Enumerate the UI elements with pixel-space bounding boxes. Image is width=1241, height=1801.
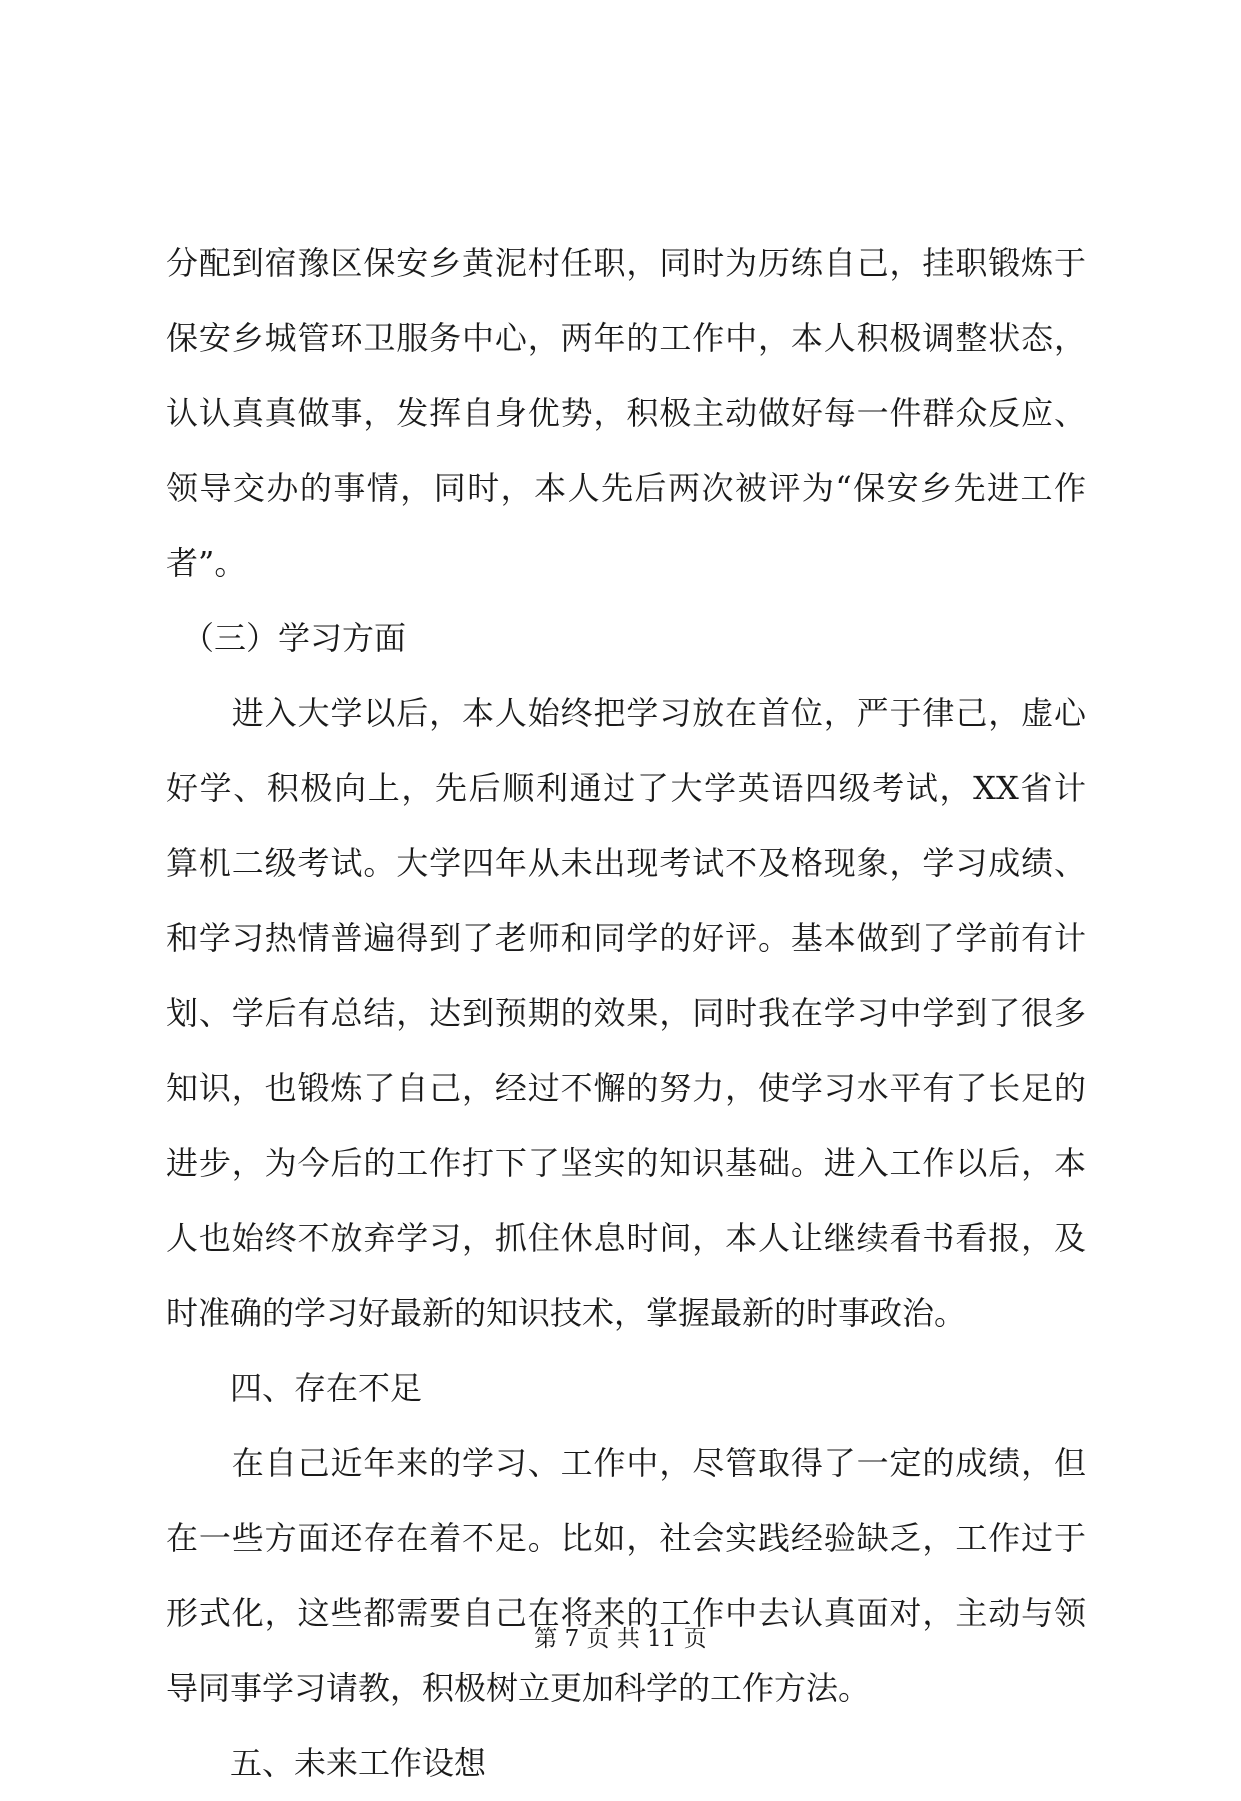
- text-line: 好学、积极向上，先后顺利通过了大学英语四级考试，XX省计: [166, 769, 1086, 807]
- text-line: 算机二级考试。大学四年从未出现考试不及格现象，学习成绩、: [166, 844, 1086, 882]
- text-line: 知识，也锻炼了自己，经过不懈的努力，使学习水平有了长足的: [166, 1069, 1086, 1107]
- section-heading-shortcomings: 四、存在不足: [166, 1369, 423, 1407]
- text-line: 划、学后有总结，达到预期的效果，同时我在学习中学到了很多: [166, 994, 1086, 1032]
- text-line: 领导交办的事情，同时，本人先后两次被评为“保安乡先进工作: [166, 469, 1086, 507]
- text-line: 保安乡城管环卫服务中心，两年的工作中，本人积极调整状态，: [166, 319, 1086, 357]
- section-heading-study: （三）学习方面: [166, 619, 407, 657]
- text-line: 在一些方面还存在着不足。比如，社会实践经验缺乏，工作过于: [166, 1519, 1086, 1557]
- text-line: 形式化，这些都需要自己在将来的工作中去认真面对，主动与领: [166, 1594, 1086, 1632]
- text-line: 和学习热情普遍得到了老师和同学的好评。基本做到了学前有计: [166, 919, 1086, 957]
- text-line: 进步，为今后的工作打下了坚实的知识基础。进入工作以后，本: [166, 1144, 1086, 1182]
- page-footer: 第 7 页 共 11 页: [534, 1626, 707, 1652]
- text-line: 时准确的学习好最新的知识技术，掌握最新的时事政治。: [166, 1294, 967, 1332]
- text-line: 分配到宿豫区保安乡黄泥村任职，同时为历练自己，挂职锻炼于: [166, 244, 1086, 282]
- text-line: 导同事学习请教，积极树立更加科学的工作方法。: [166, 1669, 871, 1707]
- text-line: 认认真真做事，发挥自身优势，积极主动做好每一件群众反应、: [166, 394, 1086, 432]
- document-body: [166, 226, 1086, 1801]
- text-line: 人也始终不放弃学习，抓住休息时间，本人让继续看书看报，及: [166, 1219, 1086, 1257]
- text-line: 进入大学以后，本人始终把学习放在首位，严于律己，虚心: [166, 694, 1086, 732]
- text-line: 者”。: [166, 544, 247, 582]
- section-heading-future-plans: 五、未来工作设想: [166, 1744, 487, 1782]
- text-line: 在自己近年来的学习、工作中，尽管取得了一定的成绩，但: [166, 1444, 1086, 1482]
